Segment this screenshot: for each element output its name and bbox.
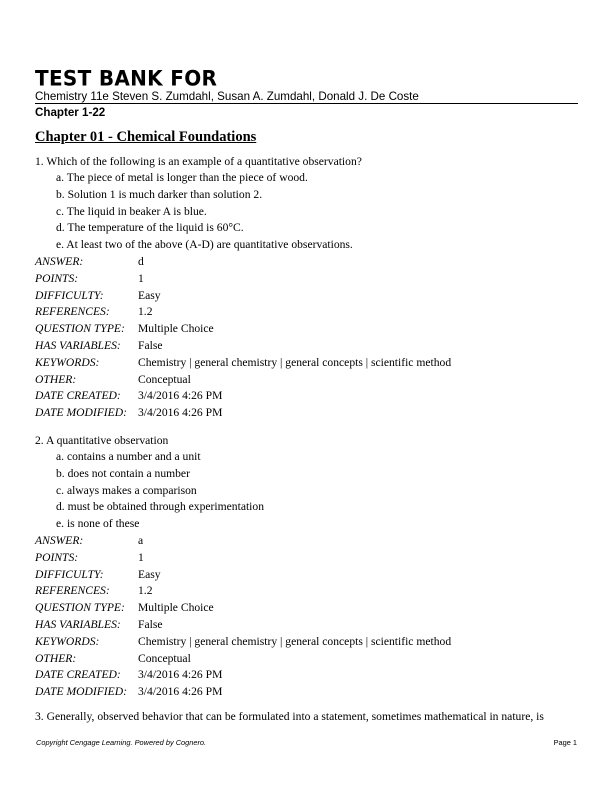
meta-label: KEYWORDS: [35,355,100,369]
answer-choice: e. is none of these [56,517,140,531]
header-divider [35,103,578,104]
meta-value: 3/4/2016 4:26 PM [138,668,223,682]
meta-row [35,254,595,271]
answer-choice: a. The piece of metal is longer than the piece of wood. [56,171,308,184]
meta-row [35,634,595,651]
meta-label: KEYWORDS: [35,634,100,648]
meta-row [35,667,595,684]
meta-label: REFERENCES: [35,584,110,598]
meta-value: 3/4/2016 4:26 PM [138,389,223,403]
meta-value: False [138,338,163,352]
meta-value: 1.2 [138,584,153,598]
meta-label: POINTS: [35,271,79,285]
question-2 [35,432,595,701]
question-text: 2. A quantitative observation [35,434,169,447]
footer-page-number: Page 1 [553,738,577,747]
meta-label: ANSWER: [35,254,84,268]
meta-value: Conceptual [138,372,191,386]
answer-choice: b. Solution 1 is much darker than solution 2. [56,187,263,201]
meta-value: 1.2 [138,305,153,319]
meta-value: 1 [138,550,144,564]
footer-copyright: Copyright Cengage Learning. Powered by Cognero. [36,738,207,747]
chapter-range: Chapter 1-22 [35,106,106,119]
meta-row [35,583,595,600]
meta-row [35,533,595,550]
meta-row [35,617,595,634]
meta-row [35,304,595,321]
answer-choice: b. does not contain a number [56,466,190,480]
meta-label: POINTS: [35,550,79,564]
meta-row [35,321,595,338]
meta-label: ANSWER: [35,533,84,547]
test-bank-banner: TEST BANK FOR [35,65,218,91]
meta-label: DATE MODIFIED: [35,685,127,699]
question-1 [35,153,595,422]
meta-row [35,405,595,422]
meta-label: QUESTION TYPE: [35,601,125,615]
meta-value: Easy [138,288,161,302]
chapter-title: Chapter 01 - Chemical Foundations [35,129,257,145]
meta-row [35,355,595,372]
answer-choice: d. The temperature of the liquid is 60°C. [56,221,244,235]
meta-row [35,338,595,355]
meta-label: DATE CREATED: [35,389,121,403]
book-subtitle: Chemistry 11e Steven S. Zumdahl, Susan A. Zumdahl, Donald J. De Coste [35,90,419,103]
meta-row [35,388,595,405]
meta-label: DIFFICULTY: [35,288,104,302]
meta-value: 3/4/2016 4:26 PM [138,406,223,420]
meta-value: Conceptual [138,651,191,665]
meta-value: False [138,617,163,631]
meta-value: Chemistry | general chemistry | general concepts | scientific method [138,634,452,648]
meta-value: a [138,533,144,547]
meta-label: HAS VARIABLES: [35,338,121,352]
meta-label: OTHER: [35,372,77,386]
meta-label: DATE MODIFIED: [35,406,127,420]
meta-value: d [138,254,144,268]
meta-label: HAS VARIABLES: [35,617,121,631]
meta-row [35,567,595,584]
meta-value: 3/4/2016 4:26 PM [138,685,223,699]
meta-value: Multiple Choice [138,601,214,615]
question-3-text: 3. Generally, observed behavior that can be formulated into a statement, sometimes mathematical in nature, is [35,710,544,723]
meta-row [35,271,595,288]
answer-choice: e. At least two of the above (A-D) are quantitative observations. [56,238,353,252]
answer-choice: c. The liquid in beaker A is blue. [56,204,207,218]
meta-value: Chemistry | general chemistry | general concepts | scientific method [138,355,452,369]
meta-label: OTHER: [35,651,77,665]
meta-row [35,550,595,567]
answer-choice: a. contains a number and a unit [56,450,201,463]
meta-label: REFERENCES: [35,305,110,319]
meta-label: DIFFICULTY: [35,567,104,581]
question-text: 1. Which of the following is an example of a quantitative observation? [35,155,362,168]
answer-choice: d. must be obtained through experimentation [56,500,264,514]
meta-row [35,684,595,701]
meta-row [35,651,595,668]
meta-label: DATE CREATED: [35,668,121,682]
meta-row [35,288,595,305]
answer-choice: c. always makes a comparison [56,483,197,497]
meta-row [35,372,595,389]
meta-row [35,600,595,617]
meta-value: Multiple Choice [138,322,214,336]
meta-label: QUESTION TYPE: [35,322,125,336]
meta-value: 1 [138,271,144,285]
meta-value: Easy [138,567,161,581]
